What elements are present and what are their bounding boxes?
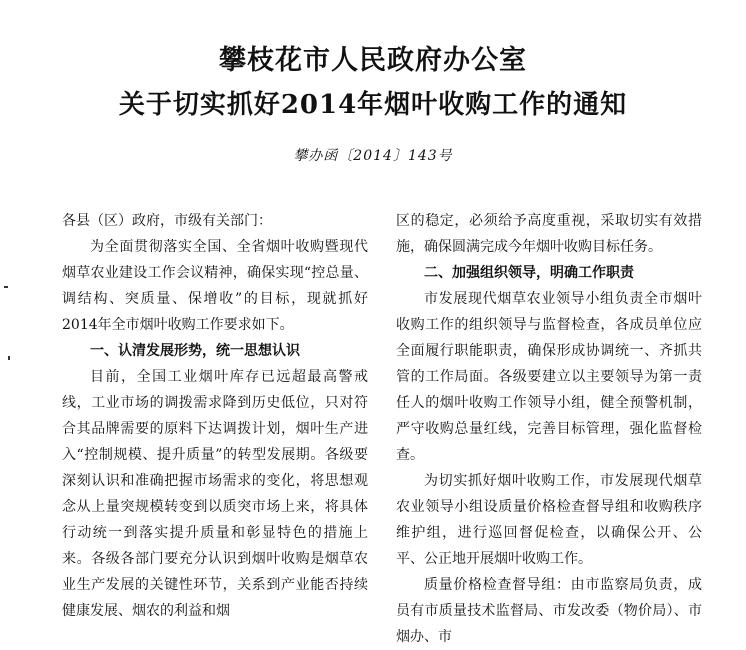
intro-paragraph: 为全面贯彻落实全国、全省烟叶收购暨现代烟草农业建设工作会议精神，确保实现“控总量、调结构、突质量、保增收”的目标，现就抓好2014年全市烟叶收购工作要求如下。 <box>62 239 368 333</box>
body-paragraph: 质量价格检查督导组：由市监察局负责，成员有市质量技术监督局、市发改委（物价局）、市烟办、市 <box>396 577 702 645</box>
body-paragraph-continued: 区的稳定，必须给予高度重视，采取切实有效措施，确保圆满完成今年烟叶收购目标任务。 <box>396 213 702 255</box>
body-paragraph: 市发展现代烟草农业领导小组负责全市烟叶收购工作的组织领导与监督检查，各成员单位应全面履行职能职责，确保形成协调统一、齐抓共管的工作局面。各级要建立以主要领导为第一责任人的烟叶收购工作领导小组，健全预警机制，严守收购总量红线，完善目标管理，强化监督检查。 <box>396 291 702 463</box>
document-number: 攀办函〔2014〕143号 <box>293 148 453 164</box>
scan-mark <box>8 356 10 360</box>
body-paragraph: 目前，全国工业烟叶库存已远超最高警戒线，工业市场的调拨需求降到历史低位，只对符合其品牌需要的原料下达调拨计划，烟叶生产进入“控制规模、提升质量”的转型发展期。各级要深刻认识和准确把握市场需求的变化，将思想观念从上量突规模转变到以质突市场上来，将具体行动统一到落实提升质量和彰显特色的措施上来。各级各部门要充分认识到烟叶收购是烟草农业生产发展的关键性环节，关系到产业能否持续健康发展、烟农的利益和烟 <box>62 369 368 619</box>
section-heading-1: 一、认清发展形势，统一思想认识 <box>90 343 300 359</box>
body-paragraph: 为切实抓好烟叶收购工作，市发展现代烟草农业领导小组设质量价格检查督导组和收购秩序维护组，进行巡回督促检查，以确保公开、公平、公正地开展烟叶收购工作。 <box>396 473 702 567</box>
left-column <box>62 208 368 624</box>
scan-mark <box>4 286 8 288</box>
salutation: 各县（区）政府，市级有关部门： <box>62 213 272 229</box>
document-title-line2: 关于切实抓好2014年烟叶收购工作的通知 <box>118 90 628 120</box>
section-heading-2: 二、加强组织领导，明确工作职责 <box>424 265 634 281</box>
right-column <box>396 208 702 650</box>
document-title-line1: 攀枝花市人民政府办公室 <box>219 45 527 76</box>
